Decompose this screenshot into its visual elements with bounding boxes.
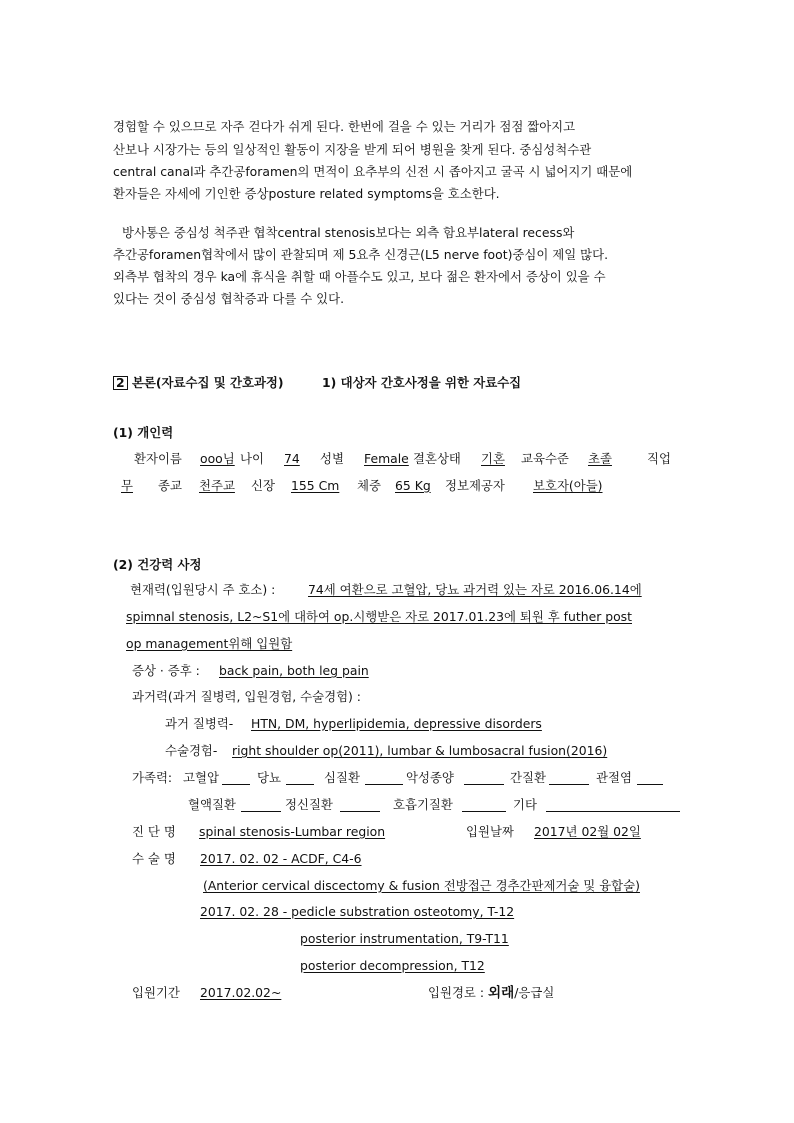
- route-value-selected: 외래: [487, 985, 515, 1001]
- section-title: 본론(자료수집 및 간호과정): [127, 375, 284, 390]
- weight-label: 체중: [357, 478, 381, 493]
- height-value: 155 Cm: [291, 478, 340, 493]
- period-value: 2017.02.02~: [200, 985, 282, 1000]
- name-value: ooo님: [200, 451, 235, 466]
- intro2-line-4: 있다는 것이 중심성 협착증과 다를 수 있다.: [113, 291, 345, 306]
- surgery-line-3: 2017. 02. 28 - pedicle substration osteotomy, T-12: [200, 904, 515, 919]
- route-value-rest: /응급실: [514, 985, 555, 1000]
- family-item-blood: 혈액질환: [188, 797, 236, 812]
- height-label: 신장: [251, 478, 275, 493]
- family-blank: [637, 784, 663, 785]
- job-value: 무: [121, 478, 133, 493]
- intro-line-4: 환자들은 자세에 기인한 증상posture related symptoms을 호소한다.: [113, 186, 500, 201]
- present-label: 현재력(입원당시 주 호소) :: [130, 582, 276, 597]
- family-item-hypertension: 고혈압: [183, 770, 219, 785]
- marital-label: 결혼상태: [413, 451, 461, 466]
- sex-label: 성별: [320, 451, 344, 466]
- sex-value: Female: [364, 451, 409, 466]
- family-blank: [549, 784, 589, 785]
- religion-value: 천주교: [199, 478, 235, 493]
- period-label: 입원기간: [132, 985, 180, 1000]
- religion-label: 종교: [158, 478, 182, 493]
- family-item-arthritis: 관절염: [596, 770, 632, 785]
- surgery-exp-value: right shoulder op(2011), lumbar & lumbosacral fusion(2016): [232, 743, 608, 758]
- surgery-line-1: 2017. 02. 02 - ACDF, C4-6: [200, 851, 362, 866]
- intro-line-1: 경험할 수 있으므로 자주 걷다가 쉬게 된다. 한번에 걸을 수 있는 거리가 점점 짧아지고: [113, 119, 576, 134]
- diagnosis-value: spinal stenosis-Lumbar region: [199, 824, 386, 839]
- route-label: 입원경로 : 외래/응급실: [428, 985, 555, 1001]
- surgery-name-label: 수 술 명: [132, 851, 176, 866]
- weight-value: 65 Kg: [395, 478, 431, 493]
- admit-date-value: 2017년 02월 02일: [534, 824, 641, 839]
- family-item-diabetes: 당뇨: [257, 770, 281, 785]
- age-label: 나이: [240, 451, 264, 466]
- surgery-exp-label: 수술경험-: [165, 743, 218, 758]
- intro-line-3: central canal과 추간공foramen의 면적이 요추부의 신전 시 좁아지고 굴곡 시 넓어지기 때문에: [113, 164, 633, 179]
- family-item-respiratory: 호흡기질환: [393, 797, 453, 812]
- health-heading: (2) 건강력 사정: [113, 557, 202, 572]
- family-blank: [464, 784, 504, 785]
- intro2-line-1: 방사통은 중심성 척주관 협착central stenosis보다는 외측 함요부lateral recess와: [122, 225, 575, 240]
- section-subtitle: 1) 대상자 간호사정을 위한 자료수집: [322, 375, 522, 390]
- family-blank: [222, 784, 250, 785]
- family-item-heart: 심질환: [324, 770, 360, 785]
- family-item-cancer: 악성종양: [406, 770, 454, 785]
- family-blank: [462, 811, 506, 812]
- edu-label: 교육수준: [521, 451, 569, 466]
- family-blank: [546, 811, 680, 812]
- family-blank: [241, 811, 281, 812]
- family-blank: [286, 784, 314, 785]
- past-label: 과거력(과거 질병력, 입원경험, 수술경험) :: [132, 689, 361, 704]
- job-label: 직업: [647, 451, 671, 466]
- family-item-liver: 간질환: [510, 770, 546, 785]
- family-blank: [365, 784, 403, 785]
- symptom-value: back pain, both leg pain: [219, 663, 369, 678]
- edu-value: 초졸: [588, 451, 612, 466]
- age-value: 74: [284, 451, 300, 466]
- section-heading: [113, 375, 284, 391]
- provider-label: 정보제공자: [445, 478, 505, 493]
- surgery-line-5: posterior decompression, T12: [300, 958, 485, 973]
- past-disease-label: 과거 질병력-: [165, 716, 234, 731]
- surgery-line-4: posterior instrumentation, T9-T11: [300, 931, 509, 946]
- intro-line-2: 산보나 시장가는 등의 일상적인 활동이 지장을 받게 되어 병원을 찾게 된다. 중심성척수관: [113, 142, 592, 157]
- diagnosis-label: 진 단 명: [132, 824, 176, 839]
- family-item-other: 기타: [513, 797, 537, 812]
- family-item-mental: 정신질환: [285, 797, 333, 812]
- surgery-line-2: (Anterior cervical discectomy & fusion 전방접근 경추간판제거술 및 융합술): [203, 878, 640, 893]
- symptom-label: 증상 · 증후 :: [132, 663, 200, 678]
- family-label: 가족력:: [132, 770, 173, 785]
- name-label: 환자이름: [134, 451, 182, 466]
- family-blank: [340, 811, 380, 812]
- present-line-1: 74세 여환으로 고혈압, 당뇨 과거력 있는 자로 2016.06.14에: [308, 582, 642, 597]
- present-line-2: spimnal stenosis, L2~S1에 대하여 op.시행받은 자로 2017.01.23에 퇴원 후 futher post: [126, 609, 632, 624]
- provider-value: 보호자(아들): [533, 478, 603, 493]
- intro2-line-2: 추간공foramen협착에서 많이 관찰되며 제 5요추 신경근(L5 nerve foot)중심이 제일 많다.: [113, 247, 609, 262]
- personal-heading: (1) 개인력: [113, 425, 174, 440]
- present-line-3: op management위해 입원함: [126, 636, 293, 651]
- intro2-line-3: 외측부 협착의 경우 ka에 휴식을 취할 때 아플수도 있고, 보다 젊은 환자에서 증상이 있을 수: [113, 269, 606, 284]
- admit-date-label: 입원날짜: [466, 824, 514, 839]
- section-number: 2: [113, 376, 128, 390]
- marital-value: 기혼: [481, 451, 505, 466]
- past-disease-value: HTN, DM, hyperlipidemia, depressive disorders: [251, 716, 542, 731]
